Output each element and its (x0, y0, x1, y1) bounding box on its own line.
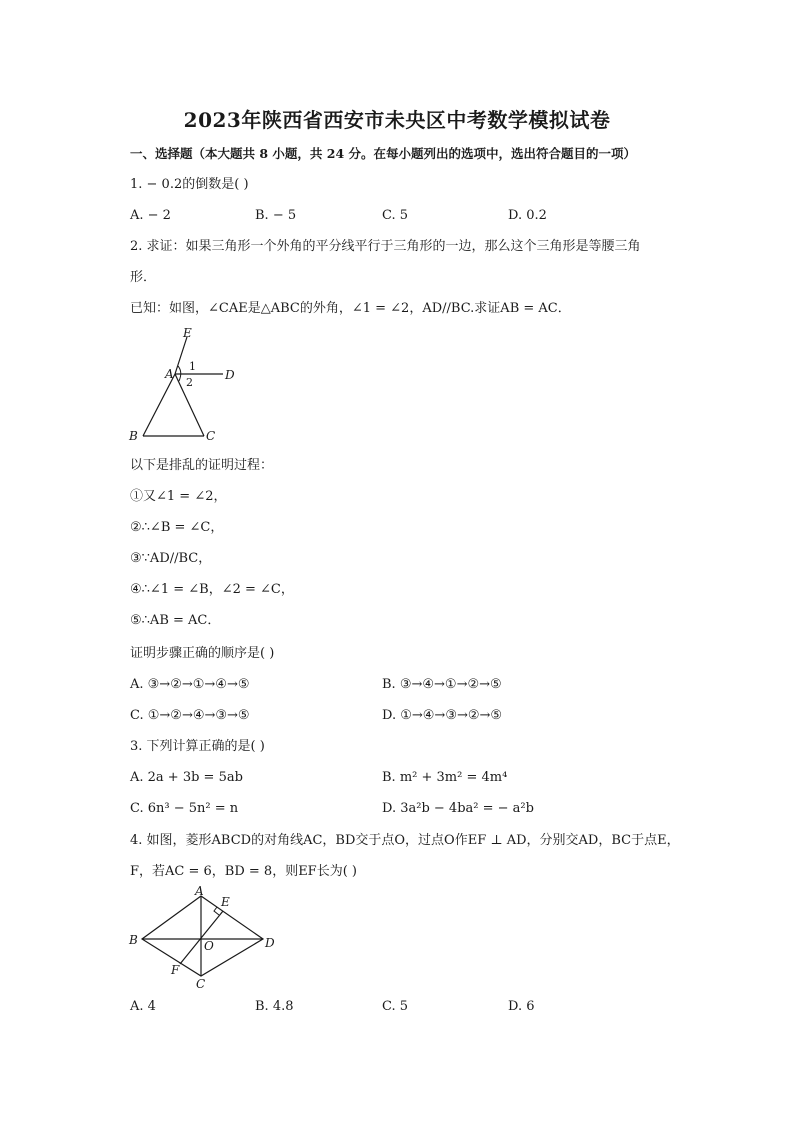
rhombus-figure (125, 884, 285, 994)
q4-option-b: B. 4.8 (255, 999, 294, 1014)
label-a: A (165, 367, 174, 381)
label-c: C (206, 429, 216, 443)
q2-option-d: D. ①→④→③→②→⑤ (382, 708, 503, 723)
q1-option-b: B. − 5 (255, 208, 297, 223)
label-angle-2: 2 (186, 376, 193, 389)
q2-step-5: ⑤∴AB = AC． (130, 613, 221, 628)
page-title: 2023年陕西省西安市未央区中考数学模拟试卷 (183, 108, 611, 132)
q4-option-a: A. 4 (130, 999, 156, 1014)
q2-stem-line2: 形． (130, 270, 157, 285)
q2-option-c: C. ①→②→④→③→⑤ (130, 708, 250, 723)
q2-option-a: A. ③→②→①→④→⑤ (130, 677, 250, 692)
q3-option-a: A. 2a + 3b = 5ab (130, 770, 243, 785)
q2-step-2: ②∴∠B = ∠C， (130, 520, 224, 535)
label-b: B (129, 429, 138, 443)
q4-option-d: D. 6 (508, 999, 535, 1014)
line-ae (175, 337, 187, 374)
q2-option-b: B. ③→④→①→②→⑤ (382, 677, 502, 692)
line-ab (143, 374, 175, 436)
q4-option-c: C. 5 (382, 999, 409, 1014)
q4-stem-line1: 4. 如图，菱形ABCD的对角线AC，BD交于点O，过点O作EF ⊥ AD，分别交AD，BC于点E， (130, 833, 680, 848)
q2-stem-line1: 2. 求证：如果三角形一个外角的平分线平行于三角形的一边，那么这个三角形是等腰三角 (130, 239, 641, 254)
q3-option-b: B. m² + 3m² = 4m⁴ (382, 770, 508, 785)
triangle-figure (125, 325, 255, 450)
q2-step-4: ④∴∠1 = ∠B，∠2 = ∠C， (130, 582, 294, 597)
label-e: E (221, 895, 230, 909)
q2-step-1: ①又∠1 = ∠2， (130, 489, 227, 504)
q2-intro: 以下是排乱的证明过程： (130, 458, 274, 473)
q1-option-c: C. 5 (382, 208, 409, 223)
label-d: D (265, 936, 275, 950)
label-o: O (204, 939, 214, 953)
q2-step-3: ③∵AD//BC， (130, 551, 212, 566)
q2-question: 证明步骤正确的顺序是( ) (130, 646, 275, 661)
label-b: B (129, 933, 138, 947)
q1-stem: 1. − 0.2的倒数是( ) (130, 177, 249, 192)
q1-option-d: D. 0.2 (508, 208, 547, 223)
label-a: A (195, 884, 204, 898)
label-e: E (183, 326, 192, 340)
q3-option-c: C. 6n³ − 5n² = n (130, 801, 239, 816)
label-d: D (225, 368, 235, 382)
section-header: 一、选择题（本大题共 8 小题，共 24 分。在每小题列出的选项中，选出符合题目的一项） (130, 146, 637, 161)
label-f: F (171, 963, 180, 977)
label-angle-1: 1 (189, 360, 196, 373)
q3-stem: 3. 下列计算正确的是( ) (130, 739, 265, 754)
q3-option-d: D. 3a²b − 4ba² = − a²b (382, 801, 534, 816)
label-c: C (196, 977, 206, 991)
q2-given: 已知：如图，∠CAE是△ABC的外角，∠1 = ∠2，AD//BC.求证AB = AC． (130, 301, 571, 316)
q4-stem-line2: F，若AC = 6，BD = 8，则EF长为( ) (130, 864, 357, 879)
q1-option-a: A. − 2 (130, 208, 171, 223)
